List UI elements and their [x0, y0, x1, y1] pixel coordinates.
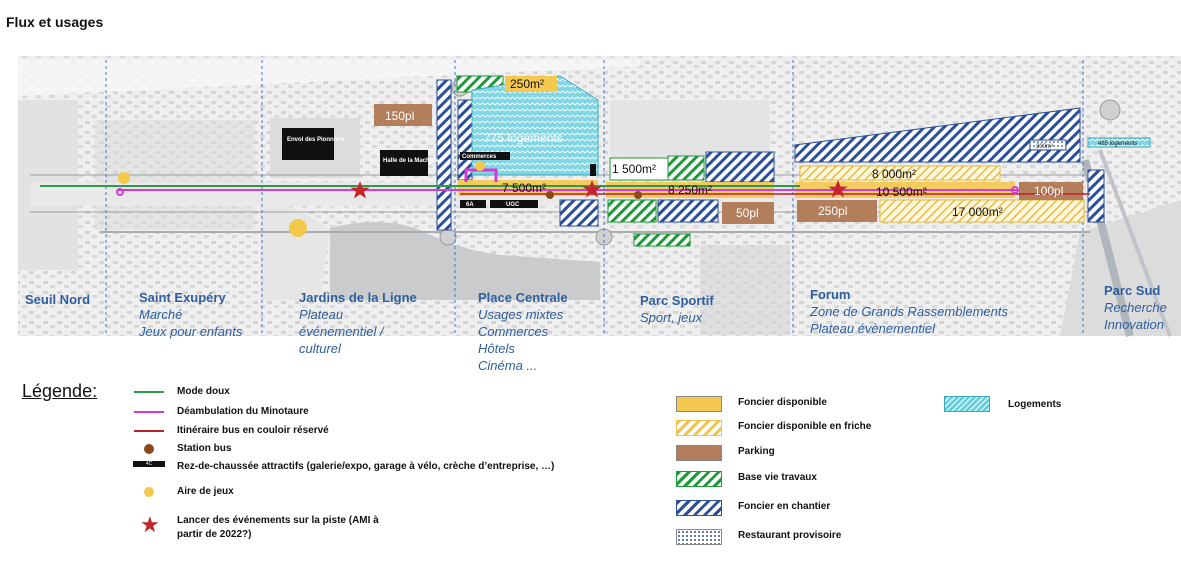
legend-fill-3 — [676, 471, 722, 487]
zone-desc-3-2: Hôtels — [478, 341, 515, 356]
star-icon: ★ — [140, 512, 160, 537]
label-halle: Halle de la Machine — [383, 158, 439, 164]
zone-desc-1-0: Marché — [139, 307, 183, 322]
legend-fill-label-2: Parking — [738, 446, 775, 457]
legend-fill-label-3: Base vie travaux — [738, 472, 817, 483]
label-50pl: 50pl — [736, 206, 759, 220]
legend-swatch-0 — [134, 391, 164, 393]
zone-desc-3-0: Usages mixtes — [478, 307, 564, 322]
legend-label-1: Déambulation du Minotaure — [177, 406, 309, 417]
legend-fill-4 — [676, 500, 722, 516]
label-7500: 7 500m² — [502, 181, 547, 195]
label-17000: 17 000m² — [952, 205, 1003, 219]
label-6a: 6A — [466, 202, 474, 208]
legend-swatch-1 — [134, 411, 164, 413]
zone-desc-1-1: Jeux pour enfants — [139, 324, 243, 339]
label-250pl: 250pl — [818, 204, 848, 218]
zone-desc-6-1: Innovation — [1104, 317, 1164, 332]
zone-name-4: Parc Sportif — [640, 293, 714, 308]
label-300m2: 300m² — [1036, 144, 1054, 150]
legend-swatch-5 — [144, 487, 154, 497]
zone-name-5: Forum — [810, 287, 851, 302]
zone-desc-4-0: Sport, jeux — [640, 310, 703, 325]
legend-label-4: Rez-de-chaussée attractifs (galerie/expo, garage à vélo, crèche d’entreprise, …) — [177, 461, 555, 472]
legend-fill-0 — [676, 396, 722, 412]
label-10500: 10 500m² — [876, 185, 927, 199]
legend-fill-label-4: Foncier en chantier — [738, 501, 831, 512]
zone-desc-3-3: Cinéma ... — [478, 358, 538, 373]
label-commerces: Commerces — [462, 154, 497, 160]
legend-label-5: Aire de jeux — [177, 486, 234, 497]
zone-name-3: Place Centrale — [478, 290, 568, 305]
legend-label-3: Station bus — [177, 443, 232, 454]
zone-desc-2-0: Plateau — [299, 307, 344, 322]
legend-swatch-4: 4C — [133, 461, 165, 467]
label-8250: 8 250m² — [668, 183, 713, 197]
legend-logements-fill — [944, 396, 990, 412]
zone-name-6: Parc Sud — [1104, 283, 1161, 298]
zone-desc-2-1: événementiel / — [299, 324, 384, 339]
zone-desc-3-1: Commerces — [478, 324, 549, 339]
legend-fill-label-5: Restaurant provisoire — [738, 530, 842, 541]
label-ugc: UGC — [506, 202, 520, 208]
label-100pl: 100pl — [1034, 184, 1064, 198]
legend-label-0: Mode doux — [177, 386, 230, 397]
legend-fill-1 — [676, 420, 722, 436]
label-envol: Envol des Pionniers — [287, 137, 345, 143]
label-150pl: 150pl — [385, 109, 415, 123]
label-485-logements: 485 logements — [1098, 141, 1138, 147]
legend-fill-label-1: Foncier disponible en friche — [738, 421, 872, 432]
page-title: Flux et usages — [6, 14, 104, 30]
legend-label-6-b: partir de 2022?) — [177, 529, 252, 540]
legend-swatch-3 — [144, 444, 154, 454]
zone-name-0: Seuil Nord — [25, 292, 91, 307]
legend-label-2: Itinéraire bus en couloir réservé — [177, 425, 329, 436]
label-1500: 1 500m² — [612, 162, 657, 176]
zone-name-2: Jardins de la Ligne — [299, 290, 417, 305]
zone-desc-5-1: Plateau évènementiel — [810, 321, 936, 336]
zone-name-1: Saint Exupéry — [139, 290, 226, 305]
label-8000: 8 000m² — [872, 167, 917, 181]
legend-fill-2 — [676, 445, 722, 461]
label-775-logements: 775 logements — [484, 131, 563, 145]
zone-desc-5-0: Zone de Grands Rassemblements — [810, 304, 1008, 319]
label-250m2: 250m² — [510, 77, 545, 91]
legend-fill-5 — [676, 529, 722, 545]
legend-logements-label: Logements — [1008, 399, 1062, 410]
legend-title: Légende: — [22, 381, 98, 401]
legend-swatch-2 — [134, 430, 164, 432]
zone-desc-2-2: culturel — [299, 341, 341, 356]
legend-fill-label-0: Foncier disponible — [738, 397, 827, 408]
zone-desc-6-0: Recherche — [1104, 300, 1167, 315]
legend-label-6: Lancer des événements sur la piste (AMI à — [177, 515, 379, 526]
